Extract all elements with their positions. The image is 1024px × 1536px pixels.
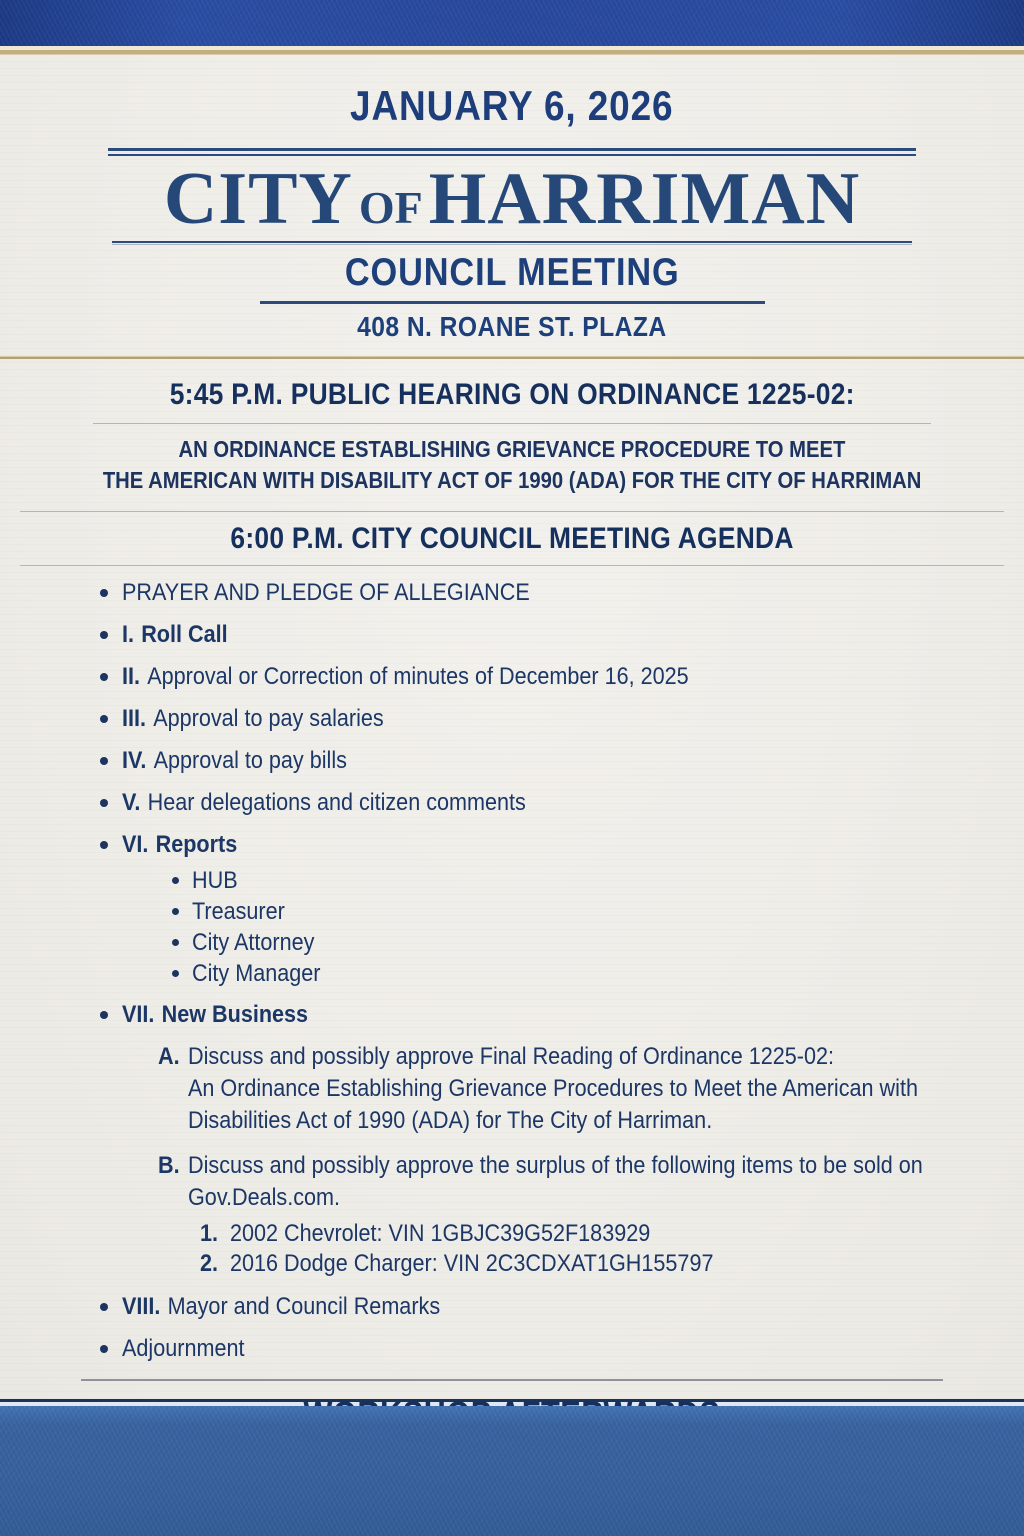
agenda-item-remarks: VIII. Mayor and Council Remarks (0, 1293, 1024, 1321)
surplus-item-2: 2. 2016 Dodge Charger: VIN 2C3CDXAT1GH155797 (200, 1249, 714, 1277)
double-rule (108, 148, 916, 156)
page-title (0, 158, 1024, 240)
top-banner (0, 0, 1024, 46)
report-item-city-manager: City Manager (172, 961, 1024, 987)
bullet-icon (100, 673, 108, 681)
hearing-description-line2: THE AMERICAN WITH DISABILITY ACT OF 1990 (ADA) FOR THE CITY OF HARRIMAN (102, 467, 922, 494)
report-item-city-attorney: City Attorney (172, 930, 1024, 956)
agenda-item-salaries: III. Approval to pay salaries (0, 705, 1024, 733)
agenda-item-reports: VI. Reports HUB Treasurer City Attorney City Manager (0, 831, 1024, 987)
new-business-item-a: A. Discuss and possibly approve Final Reading of Ordinance 1225-02: An Ordinance Establishing Grievance Procedures to Meet the American with Disabilities Act of 1990 (ADA) for The City of Harriman. (158, 1041, 1024, 1137)
item-a-line1: Discuss and possibly approve Final Reading of Ordinance 1225-02: (188, 1042, 834, 1070)
meeting-date (0, 82, 1024, 129)
agenda-item-roll-call: I. Roll Call (0, 621, 1024, 649)
bullet-icon (100, 841, 108, 849)
agenda-item-bills: IV. Approval to pay bills (0, 747, 1024, 775)
item-a-line3: Disabilities Act of 1990 (ADA) for The City of Harriman. (188, 1106, 713, 1134)
of-word: OF (358, 182, 423, 233)
report-item-treasurer: Treasurer (172, 899, 1024, 925)
public-hearing-heading: 5:45 P.M. PUBLIC HEARING ON ORDINANCE 1225-02: (169, 378, 855, 412)
bullet-icon (100, 1011, 108, 1019)
agenda-heading: 6:00 P.M. CITY COUNCIL MEETING AGENDA (230, 521, 794, 555)
surplus-items-list (200, 1219, 1024, 1279)
item-b-line2: Gov.Deals.com. (188, 1183, 341, 1211)
bullet-icon (172, 908, 179, 915)
new-business-items (158, 1041, 1024, 1279)
public-hearing-section (0, 359, 1024, 511)
workshop-divider (81, 1379, 943, 1381)
bottom-banner (0, 1406, 1024, 1536)
agenda-item-new-business: VII. New Business A. Discuss and possibly approve Final Reading of Ordinance 1225-02: An Ordinance Establishing Grievance Procedures to Meet the American with Disabilities Act of 1990 (ADA) for The City of Harriman. B. Discuss and possibly approve the surplus of the following items to be sold on Gov.Deals.com. 1. 2002 Chevrolet: VIN 1GBJC39G52F183929 2. 2016 Dodge Charger: VIN 2C3CDXAT1GH155797 (0, 1001, 1024, 1279)
surplus-item-1: 1. 2002 Chevrolet: VIN 1GBJC39G52F183929 (200, 1219, 651, 1247)
report-item-hub: HUB (172, 868, 1024, 894)
meeting-address: 408 N. ROANE ST. PLAZA (357, 311, 667, 343)
new-business-item-b: B. Discuss and possibly approve the surplus of the following items to be sold on Gov.Deals.com. 1. 2002 Chevrolet: VIN 1GBJC39G52F183929 2. 2016 Dodge Charger: VIN 2C3CDXAT1GH155797 (158, 1150, 1024, 1279)
item-a-line2: An Ordinance Establishing Grievance Procedures to Meet the American with (188, 1074, 918, 1102)
bullet-icon (172, 939, 179, 946)
bullet-icon (172, 877, 179, 884)
reports-sub-list (172, 868, 1024, 987)
bullet-icon (100, 715, 108, 723)
meeting-type-heading: COUNCIL MEETING (344, 251, 680, 295)
city-word: CITY (163, 158, 353, 240)
section-divider (20, 565, 1004, 566)
agenda-list (0, 579, 1024, 1363)
bullet-icon (172, 970, 179, 977)
city-name-word: HARRIMAN (428, 158, 861, 240)
bullet-icon (100, 757, 108, 765)
agenda-item-minutes: II. Approval or Correction of minutes of December 16, 2025 (0, 663, 1024, 691)
item-b-line1: Discuss and possibly approve the surplus of the following items to be sold on (188, 1151, 923, 1179)
title-underline (112, 241, 912, 245)
agenda-item-delegations: V. Hear delegations and citizen comments (0, 789, 1024, 817)
bullet-icon (100, 631, 108, 639)
bullet-icon (100, 589, 108, 597)
agenda-item-prayer: PRAYER AND PLEDGE OF ALLEGIANCE (0, 579, 1024, 607)
section-divider (20, 511, 1004, 512)
bullet-icon (100, 799, 108, 807)
agenda-item-adjournment: Adjournment (0, 1335, 1024, 1363)
meeting-date-text: JANUARY 6, 2026 (350, 82, 674, 129)
bullet-icon (100, 1345, 108, 1353)
address-overline (260, 301, 765, 304)
top-gold-trim (0, 46, 1024, 55)
bullet-icon (100, 1303, 108, 1311)
agenda-poster (0, 55, 1024, 1399)
hearing-divider (93, 423, 931, 424)
masthead (0, 55, 1024, 356)
hearing-description-line1: AN ORDINANCE ESTABLISHING GRIEVANCE PROCEDURE TO MEET (178, 436, 846, 463)
